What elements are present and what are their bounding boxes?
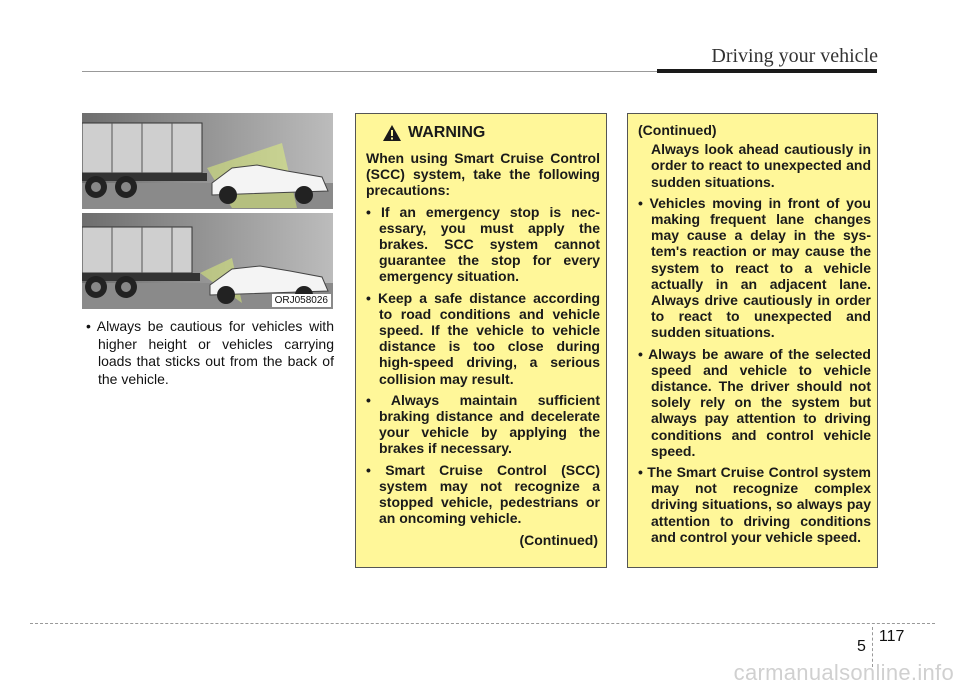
continued-box <box>627 113 878 568</box>
warning-box <box>355 113 607 568</box>
continued-label: (Continued) <box>519 532 598 549</box>
list-item: • Smart Cruise Control (SCC) system may not recognize a stopped vehicle, pedestrians or an oncoming vehicle. <box>366 461 600 527</box>
header-rule-thin <box>82 71 657 72</box>
figure-label: ORJ058026 <box>272 294 331 307</box>
continued-heading: (Continued) <box>638 122 717 138</box>
list-item: • Always be aware of the selected speed and vehicle to vehicle distance. The driver should not solely rely on the system but always pay attention to driving conditions and control vehicle speed. <box>638 345 871 459</box>
footer-rule <box>30 623 935 624</box>
page-number-value: 117 <box>872 627 905 667</box>
list-item: • Vehicles moving in front of you making frequent lane changes may cause a delay in the system's reaction or may cause the system to react to a vehicle actually in an adjacent lane. Always drive cautiously in order to react to unexpected and sudden situations. <box>638 194 871 341</box>
warning-intro: When using Smart Cruise Control (SCC) system, take the following precautions: <box>366 150 600 199</box>
warning-triangle-icon <box>382 124 402 142</box>
figure-scene-far <box>82 113 333 209</box>
figure-illustration <box>82 113 333 309</box>
continued-lead: Always look ahead cautiously in order to react to unexpected and sudden situations. <box>651 141 871 190</box>
header-rule-thick <box>657 69 877 73</box>
list-item: • Always be cautious for vehicles with higher height or vehicles carrying loads that sticks out from the back of the vehicle. <box>86 318 334 387</box>
warning-heading: WARNING <box>382 124 600 142</box>
section-title: Driving your vehicle <box>711 45 878 67</box>
chapter-number: 5 <box>857 638 866 655</box>
list-item: • Always maintain sufficient braking distance and decelerate your vehicle by applying the brakes if necessary. <box>366 391 600 457</box>
watermark: carmanualsonline.info <box>733 660 954 685</box>
list-item: • Keep a safe distance according to road conditions and vehicle speed. If the vehicle to vehicle distance is too close during high-speed driving, a serious collision may result. <box>366 289 600 387</box>
list-item: • The Smart Cruise Control system may not recognize complex driving situations, so always pay attention to driving conditions and control your vehicle speed. <box>638 464 871 545</box>
list-item: • If an emergency stop is necessary, you must apply the brakes. SCC system cannot guarantee the stop for every emergency situation. <box>366 203 601 285</box>
body-text <box>86 318 334 388</box>
